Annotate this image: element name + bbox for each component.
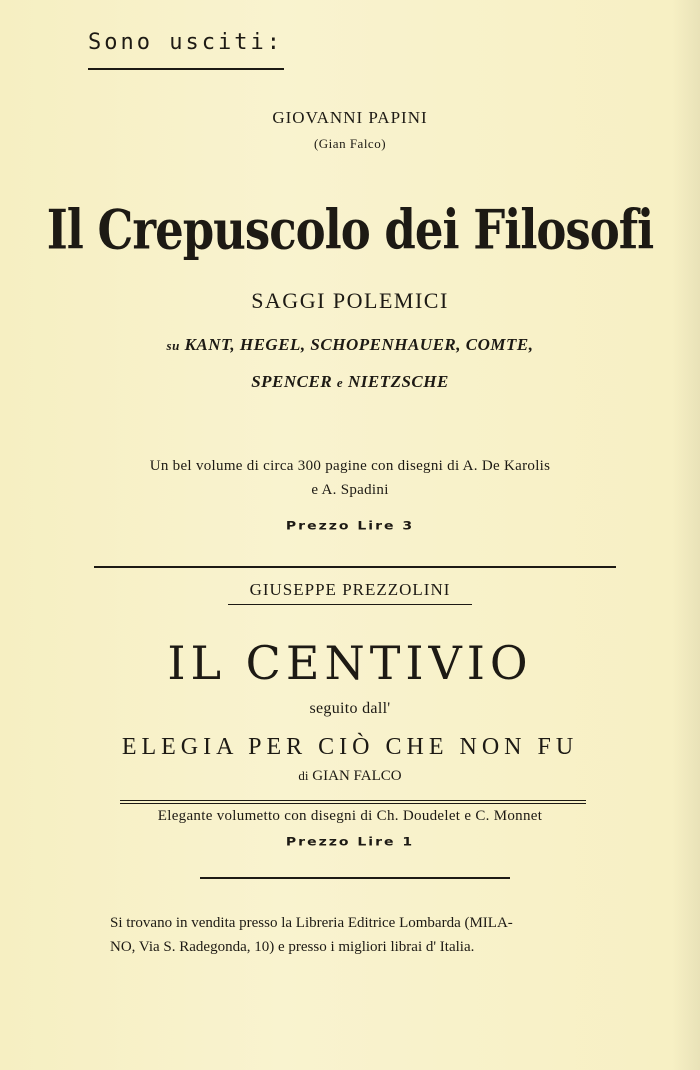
byline-prefix: di: [298, 768, 309, 783]
footer-line2: NO, Via S. Radegonda, 10) e presso i migliori librai d' Italia.: [110, 939, 475, 955]
topics-conjunction: e: [336, 375, 344, 390]
book1-pseudonym: (Gian Falco): [313, 136, 387, 151]
heading-underline: [88, 68, 284, 70]
book1-description-line1: Un bel volume di circa 300 pagine con disegni di A. De Karolis: [149, 458, 551, 474]
footer-divider: [200, 877, 510, 879]
heading: Sono usciti:: [88, 30, 283, 55]
topics-spencer: SPENCER: [251, 372, 333, 391]
book1-topics-line2: [0, 372, 700, 392]
divider-lower: [120, 803, 586, 804]
book1-author: GIOVANNI PAPINI: [272, 108, 428, 127]
topics-list-1: KANT, HEGEL, SCHOPENHAUER, COMTE,: [184, 335, 534, 354]
book2-byline: [0, 768, 700, 785]
book2-description: Elegante volumetto con disegni di Ch. Doudelet e C. Monnet: [157, 808, 543, 824]
divider-upper: [120, 800, 586, 801]
footer-line1: Si trovano in vendita presso la Libreria Editrice Lombarda (MILA-: [110, 915, 513, 931]
book2-followed: seguito dall': [309, 700, 391, 717]
book1-title: Il Crepuscolo dei Filosofi: [46, 198, 654, 262]
book2-author: GIUSEPPE PREZZOLINI: [249, 580, 451, 599]
topics-prefix: su: [166, 338, 180, 353]
section-divider: [94, 566, 616, 568]
book1-description-line2: e A. Spadini: [311, 482, 389, 498]
book1-subtitle: SAGGI POLEMICI: [251, 288, 449, 313]
book2-subtitle: ELEGIA PER CIÒ CHE NON FU: [121, 734, 579, 760]
book2-title: IL CENTIVIO: [167, 636, 533, 690]
author-underline: [228, 604, 472, 605]
topics-nietzsche: NIETZSCHE: [347, 372, 449, 391]
book1-price: Prezzo Lire 3: [285, 519, 415, 533]
book1-topics-line1: [0, 335, 700, 355]
byline-name: GIAN FALCO: [312, 768, 402, 784]
book2-price: Prezzo Lire 1: [285, 835, 415, 849]
